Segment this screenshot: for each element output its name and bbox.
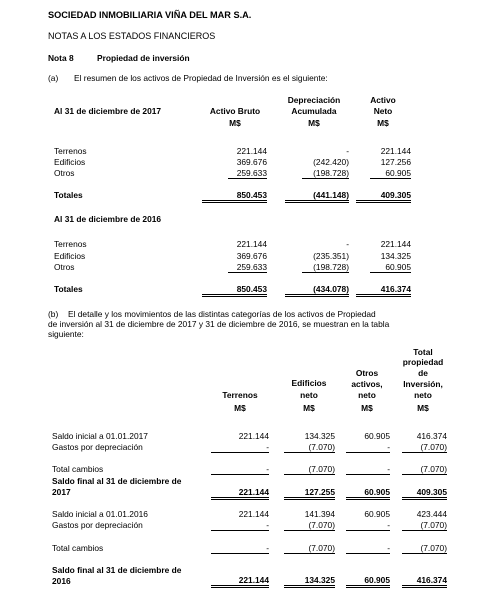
- cell-neto: 134.325: [380, 251, 411, 261]
- final-edificios: 134.325: [284, 576, 335, 588]
- header-otros: Otros: [355, 368, 379, 378]
- cell-terrenos: -: [211, 465, 269, 475]
- cell-edificios: 141.394: [304, 509, 335, 519]
- section-b-text-line-3: siguiente:: [48, 329, 84, 339]
- header-edificios-unit: M$: [303, 403, 315, 413]
- cell-neto: 127.256: [380, 157, 411, 167]
- cell-neto: 60.905: [370, 169, 411, 179]
- saldo-final-label: Saldo final al 31 de diciembre de: [52, 565, 182, 575]
- header-depreciacion-unit: M$: [308, 118, 320, 128]
- cell-edificios: (7.070): [284, 521, 335, 531]
- row-label: Gastos por depreciación: [52, 442, 143, 452]
- total-neto: 416.374: [356, 285, 411, 297]
- section-b-text-line-2: de inversión al 31 de diciembre de 2017 y 31 de diciembre de 2016, se muestran en la tabla: [48, 319, 390, 329]
- row-label: Otros: [54, 262, 75, 272]
- row-label: Saldo inicial a 01.01.2016: [52, 509, 148, 519]
- section-b-marker: (b): [48, 309, 59, 319]
- cell-terrenos: -: [211, 544, 269, 554]
- cell-otros: 60.905: [364, 431, 390, 441]
- cell-total: (7.070): [402, 465, 447, 475]
- header-edificios: Edificios: [291, 378, 327, 388]
- header-otros-2: activos,: [351, 379, 383, 389]
- row-label: Edificios: [54, 157, 86, 167]
- section-b-text-line-1: El detalle y los movimientos de las distintas categorías de los activos de Propiedad: [68, 309, 376, 319]
- header-terrenos: Terrenos: [222, 390, 258, 400]
- header-depreciacion: Depreciación: [287, 95, 341, 105]
- cell-edificios: 134.325: [304, 431, 335, 441]
- cell-bruto: 259.633: [228, 263, 267, 273]
- cell-dep: (235.351): [313, 251, 349, 261]
- saldo-final-label: Saldo final al 31 de diciembre de: [52, 476, 182, 486]
- cell-total: (7.070): [402, 544, 447, 554]
- cell-bruto: 369.676: [236, 251, 267, 261]
- total-bruto: 850.453: [202, 285, 267, 297]
- document-subtitle: NOTAS A LOS ESTADOS FINANCIEROS: [48, 31, 216, 41]
- total-cambios-label: Total cambios: [52, 464, 104, 474]
- saldo-final-year: 2016: [52, 576, 71, 586]
- header-edificios-2: neto: [300, 390, 318, 400]
- header-activo-neto: Activo: [370, 95, 396, 105]
- total-label: Totales: [54, 284, 83, 294]
- header-total-unit: M$: [417, 403, 429, 413]
- header-total-3: de: [418, 368, 428, 378]
- header-otros-3: neto: [358, 390, 376, 400]
- cell-terrenos: -: [211, 521, 269, 531]
- company-name: SOCIEDAD INMOBILIARIA VIÑA DEL MAR S.A.: [48, 10, 252, 20]
- table-a-2016-title: Al 31 de diciembre de 2016: [54, 214, 162, 224]
- total-cambios-label: Total cambios: [52, 543, 104, 553]
- row-label: Terrenos: [54, 239, 87, 249]
- cell-otros: -: [346, 465, 390, 475]
- final-edificios: 127.255: [284, 488, 335, 500]
- cell-bruto: 221.144: [236, 146, 267, 156]
- section-a-text: El resumen de los activos de Propiedad de Inversión es el siguiente:: [74, 73, 328, 83]
- cell-total: (7.070): [402, 521, 447, 531]
- cell-neto: 60.905: [370, 263, 411, 273]
- cell-neto: 221.144: [380, 239, 411, 249]
- total-dep: (434.078): [285, 285, 349, 297]
- note-number: Nota 8: [48, 53, 74, 63]
- cell-otros: -: [346, 521, 390, 531]
- total-dep: (441.148): [285, 191, 349, 203]
- cell-total: 423.444: [416, 509, 447, 519]
- final-otros: 60.905: [346, 488, 390, 500]
- row-label: Terrenos: [54, 146, 87, 156]
- final-otros: 60.905: [346, 576, 390, 588]
- header-activo-neto-2: Neto: [373, 106, 393, 116]
- total-label: Totales: [54, 190, 83, 200]
- cell-total: (7.070): [402, 443, 447, 453]
- header-activo-neto-unit: M$: [377, 118, 389, 128]
- cell-dep: -: [346, 239, 349, 249]
- section-a-marker: (a): [48, 73, 59, 83]
- header-terrenos-unit: M$: [234, 403, 246, 413]
- final-terrenos: 221.144: [211, 488, 269, 500]
- row-label: Gastos por depreciación: [52, 520, 143, 530]
- cell-terrenos: 221.144: [238, 509, 269, 519]
- cell-dep: (198.728): [302, 263, 349, 273]
- cell-edificios: (7.070): [284, 465, 335, 475]
- cell-otros: -: [346, 443, 390, 453]
- cell-edificios: (7.070): [284, 443, 335, 453]
- header-otros-unit: M$: [361, 403, 373, 413]
- final-terrenos: 221.144: [211, 576, 269, 588]
- cell-otros: -: [346, 544, 390, 554]
- total-bruto: 850.453: [202, 191, 267, 203]
- note-title: Propiedad de inversión: [97, 53, 190, 63]
- cell-dep: (242.420): [313, 157, 349, 167]
- cell-bruto: 221.144: [236, 239, 267, 249]
- cell-terrenos: 221.144: [238, 431, 269, 441]
- header-activo-bruto: Activo Bruto: [209, 106, 261, 116]
- header-total-4: Inversión,: [403, 379, 443, 389]
- header-total: Total: [413, 347, 433, 357]
- header-depreciacion-2: Acumulada: [291, 106, 337, 116]
- cell-otros: 60.905: [364, 509, 390, 519]
- cell-terrenos: -: [211, 443, 269, 453]
- header-total-2: propiedad: [402, 357, 444, 367]
- header-total-5: neto: [414, 390, 432, 400]
- table-a-2017-title: Al 31 de diciembre de 2017: [54, 106, 162, 116]
- cell-neto: 221.144: [380, 146, 411, 156]
- cell-total: 416.374: [416, 431, 447, 441]
- saldo-final-year: 2017: [52, 487, 71, 497]
- final-total: 416.374: [402, 576, 447, 588]
- row-label: Otros: [54, 168, 75, 178]
- cell-bruto: 369.676: [236, 157, 267, 167]
- cell-dep: -: [346, 146, 349, 156]
- final-total: 409.305: [402, 488, 447, 500]
- cell-edificios: (7.070): [284, 544, 335, 554]
- cell-dep: (198.728): [302, 169, 349, 179]
- row-label: Saldo inicial a 01.01.2017: [52, 431, 148, 441]
- total-neto: 409.305: [356, 191, 411, 203]
- cell-bruto: 259.633: [228, 169, 267, 179]
- header-activo-bruto-unit: M$: [229, 118, 241, 128]
- row-label: Edificios: [54, 251, 86, 261]
